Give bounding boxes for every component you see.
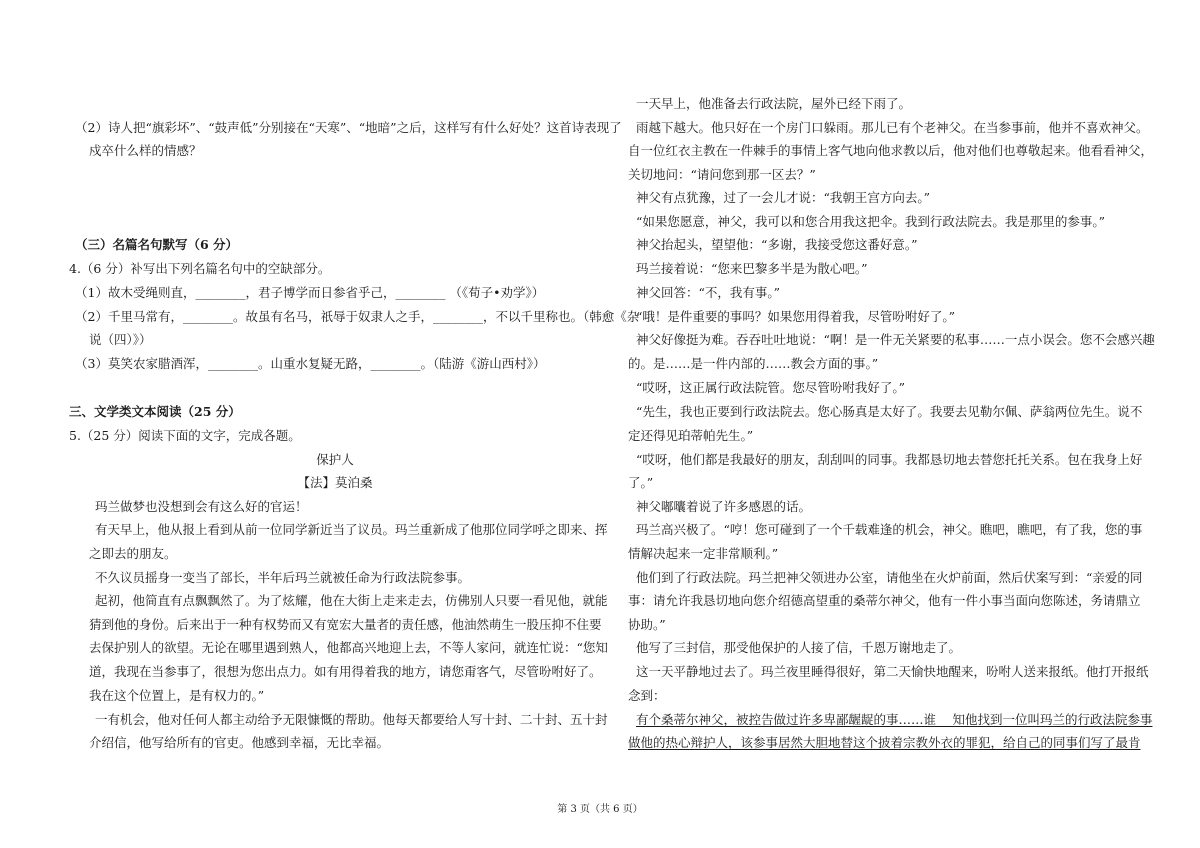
paragraph-line: “先生，我也正要到行政法院去。您心肠真是太好了。我要去见勒尔佩、萨翁两位先生。说不 <box>636 404 1143 419</box>
paragraph-line: 起初，他简直有点飘飘然了。为了炫耀，他在大街上走来走去，仿佛别人只要一看见他，就能 <box>95 593 608 608</box>
question-item: （3）莫笑农家腊酒浑，________。山重水复疑无路，________。（陆游《游山西村》） <box>75 356 546 371</box>
paragraph-line: 一天早上，他准备去行政法院，屋外已经下雨了。 <box>636 96 912 111</box>
question-intro: 5.（25 分）阅读下面的文字，完成各题。 <box>69 428 301 443</box>
question-intro: 4.（6 分）补写出下列名篇名句中的空缺部分。 <box>69 261 331 276</box>
page-footer: 第 3 页（共 6 页） <box>557 804 643 815</box>
paragraph-line: 有天早上，他从报上看到从前一位同学新近当了议员。玛兰重新成了他那位同学呼之即来、挥 <box>95 522 608 537</box>
paragraph-line: 他写了三封信，那受他保护的人接了信，千恩万谢地走了。 <box>636 640 962 655</box>
paragraph-line: “如果您愿意，神父，我可以和您合用我这把伞。我到行政法院去。我是那里的参事。” <box>636 214 1106 229</box>
paragraph-line: 玛兰接着说：“您来巴黎多半是为散心吧。” <box>636 261 868 276</box>
paragraph-line: 我在这个位置上，是有权力的。” <box>89 688 265 703</box>
paragraph-line: 神父嘟囔着说了许多感恩的话。 <box>636 499 812 514</box>
paragraph-line: “哎呀，这正属行政法院管。您尽管吩咐我好了。” <box>636 380 906 395</box>
paragraph-line: 神父抬起头，望望他：“多谢，我接受您这番好意。” <box>636 237 918 252</box>
paragraph-line: 情解决起来一定非常顺利。” <box>628 546 779 561</box>
question-item: 说（四）》） <box>89 332 152 347</box>
paragraph-line: “哎呀，他们都是我最好的朋友，刮刮叫的同事。我都恳切地去替您托托关系。包在我身上好 <box>636 452 1143 467</box>
paragraph-line: 猜到他的身份。后来出于一种有权势而又有宽宏大量者的责任感，他油然萌生一股压抑不住要 <box>89 617 602 632</box>
section-title: （三）名篇名句默写（6 分） <box>75 237 239 252</box>
paragraph-line: 事：请允许我恳切地向您介绍德高望重的桑蒂尔神父，他有一件小事当面向您陈述，务请鼎立 <box>628 593 1141 608</box>
q2-line: （2）诗人把“旗彩坏”、“鼓声低”分别接在“天寒”、“地暗”之后，这样写有什么好处？这首诗表现了 <box>75 120 622 135</box>
paragraph-line: 玛兰做梦也没想到会有这么好的官运！ <box>95 499 308 514</box>
paragraph-line: 定还得见珀蒂帕先生。” <box>628 428 754 443</box>
question-item: （2）千里马常有，________。故虽有名马，祇辱于奴隶人之手，________，不以千里称也。（韩愈《杂 <box>75 309 640 324</box>
paragraph-line: “哦！是件重要的事吗？如果您用得着我，尽管吩咐好了。” <box>636 309 956 324</box>
paragraph-line: 道，我现在当参事了，很想为您出点力。如有用得着我的地方，请您甭客气，尽管吩咐好了。 <box>89 664 602 679</box>
paragraph-line: 他们到了行政法院。玛兰把神父领进办公室，请他坐在火炉前面，然后伏案写到：“亲爱的同 <box>636 570 1143 585</box>
quoted-news-line: 做他的热心辩护人，该参事居然大胆地替这个披着宗教外衣的罪犯，给自己的同事们写了最肯 <box>628 735 1141 750</box>
story-author: 【法】莫泊桑 <box>297 475 373 490</box>
paragraph-line: 协助。” <box>628 617 666 632</box>
section-title: 三、文学类文本阅读（25 分） <box>69 404 241 419</box>
question-item: （1）故木受绳则直，________，君子博学而日参省乎己，________ （《荀子•劝学》） <box>75 285 545 300</box>
paragraph-line: 去保护别人的欲望。无论在哪里遇到熟人，他都高兴地迎上去，不等人家问，就连忙说：“您知 <box>89 640 608 655</box>
paragraph-line: 自一位红衣主教在一件棘手的事情上客气地向他求教以后，他对他们也尊敬起来。他看看神父， <box>628 143 1154 158</box>
q2-line: 戍卒什么样的情感？ <box>89 143 202 158</box>
paragraph-line: 神父有点犹豫，过了一会儿才说：“我朝王宫方向去。” <box>636 190 931 205</box>
paragraph-line: 雨越下越大。他只好在一个房门口躲雨。那儿已有个老神父。在当参事前，他并不喜欢神父。 <box>636 120 1149 135</box>
paragraph-line: 之即去的朋友。 <box>89 546 177 561</box>
paragraph-line: 介绍信，他写给所有的官吏。他感到幸福，无比幸福。 <box>89 735 390 750</box>
story-title: 保护人 <box>316 452 354 467</box>
paragraph-line: 神父好像挺为难。吞吞吐吐地说：“啊！是一件无关紧要的私事……一点小误会。您不会感兴趣 <box>636 332 1155 347</box>
paragraph-line: 的。是……是一件内部的……教会方面的事。” <box>628 356 879 371</box>
paragraph-line: 了。” <box>628 475 654 490</box>
quoted-news-line: 有个桑蒂尔神父，被控告做过许多卑鄙龌龊的事……谁 知他找到一位叫玛兰的行政法院参事 <box>636 712 1153 727</box>
paragraph-line: 神父回答：“不，我有事。” <box>636 285 781 300</box>
paragraph-line: 关切地问：“请问您到那一区去？” <box>628 167 816 182</box>
paragraph-line: 不久议员摇身一变当了部长，半年后玛兰就被任命为行政法院参事。 <box>95 570 471 585</box>
paragraph-line: 念到： <box>628 688 666 703</box>
paragraph-line: 一有机会，他对任何人都主动给予无限慷慨的帮助。他每天都要给人写十封、二十封、五十封 <box>95 712 608 727</box>
paragraph-line: 这一天平静地过去了。玛兰夜里睡得很好，第二天愉快地醒来，吩咐人送来报纸。他打开报纸 <box>636 664 1149 679</box>
paragraph-line: 玛兰高兴极了。“哼！您可碰到了一个千载难逢的机会，神父。瞧吧，瞧吧，有了我，您的事 <box>636 522 1143 537</box>
